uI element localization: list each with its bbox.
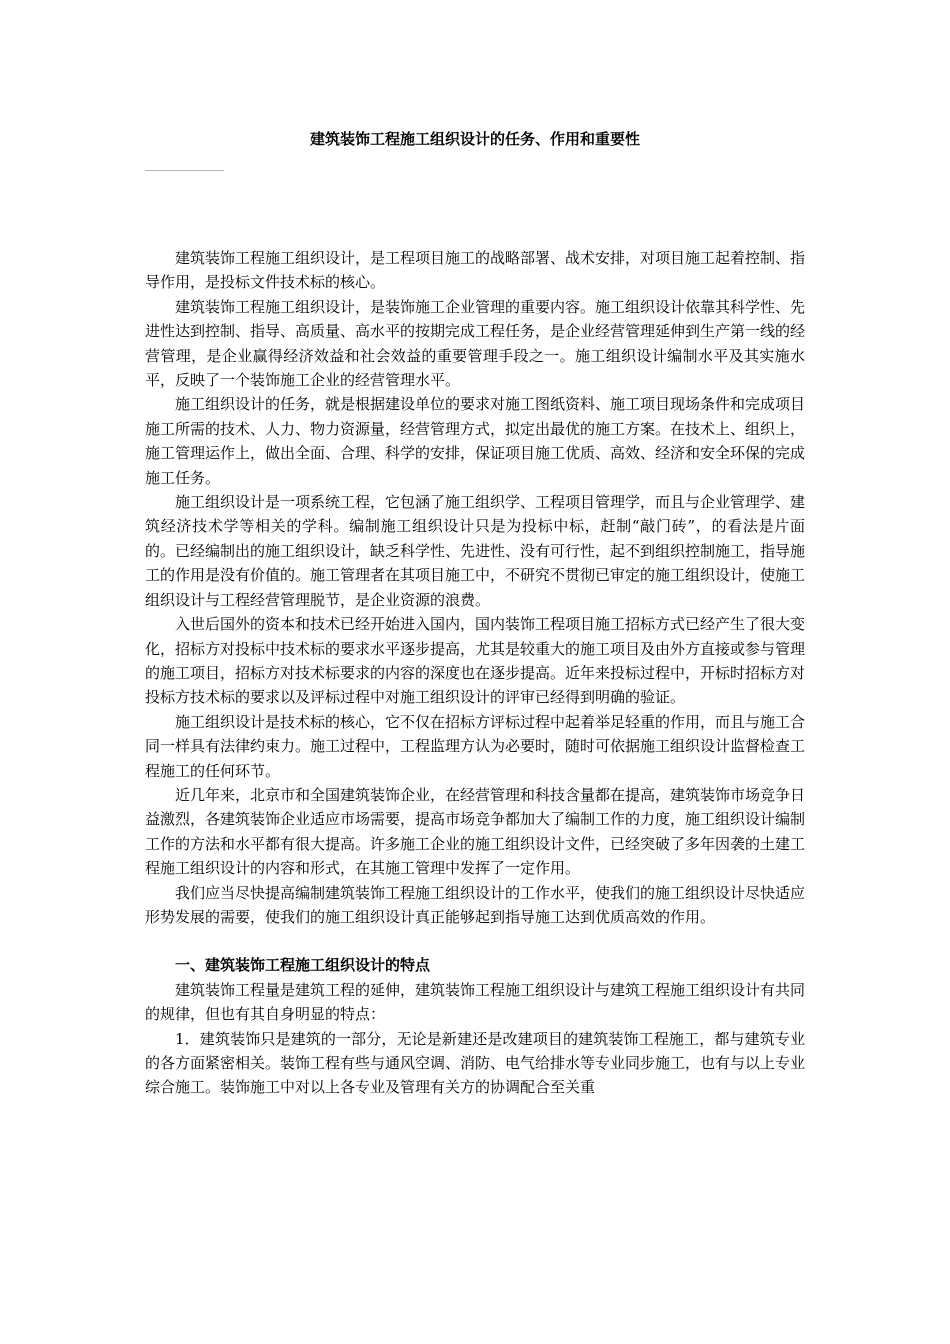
paragraph: 我们应当尽快提高编制建筑装饰工程施工组织设计的工作水平，使我们的施工组织设计尽快适应形势发展的需要，使我们的施工组织设计真正能够起到指导施工达到优质高效的作用。: [145, 883, 806, 926]
paragraph: 施工组织设计的任务，就是根据建设单位的要求对施工图纸资料、施工项目现场条件和完成项目施工所需的技术、人力、物力资源量，经营管理方式，拟定出最优的施工方案。在技术上、组织上，施工管理运作上，做出全面、合理、科学的安排，保证项目施工优质、高效、经济和安全环保的完成施工任务。: [145, 395, 806, 487]
section-paragraph: 1．建筑装饰只是建筑的一部分，无论是新建还是改建项目的建筑装饰工程施工，都与建筑专业的各方面紧密相关。装饰工程有些与通风空调、消防、电气给排水等专业同步施工，也有与以上专业综合施工。装饰施工中对以上各专业及管理有关方的协调配合至关重: [145, 1029, 806, 1097]
paragraph: 建筑装饰工程施工组织设计，是工程项目施工的战略部署、战术安排，对项目施工起着控制、指导作用，是投标文件技术标的核心。: [145, 249, 806, 292]
document-title: 建筑装饰工程施工组织设计的任务、作用和重要性: [309, 130, 640, 148]
section-paragraph: 建筑装饰工程量是建筑工程的延伸，建筑装饰工程施工组织设计与建筑工程施工组织设计有共同的规律，但也有其自身明显的特点：: [145, 980, 806, 1024]
paragraph: 近几年来，北京市和全国建筑装饰企业，在经营管理和科技含量都在提高，建筑装饰市场竞争日益激烈，各建筑装饰企业适应市场需要，提高市场竞争都加大了编制工作的力度，施工组织设计编制工作的方法和水平都有很大提高。许多施工企业的施工组织设计文件，已经突破了多年因袭的土建工程施工组织设计的内容和形式，在其施工管理中发挥了一定作用。: [145, 785, 806, 878]
paragraph: 施工组织设计是技术标的核心，它不仅在招标方评标过程中起着举足轻重的作用，而且与施工合同一样具有法律约束力。施工过程中，工程监理方认为必要时，随时可依据施工组织设计监督检查工程施工的任何环节。: [145, 712, 806, 780]
document-body: [145, 246, 805, 1100]
paragraph: 施工组织设计是一项系统工程，它包涵了施工组织学、工程项目管理学，而且与企业管理学、建筑经济技术学等相关的学科。编制施工组织设计只是为投标中标，赶制“敲门砖”，的看法是片面的。已经编制出的施工组织设计，缺乏科学性、先进性、没有可行性，起不到组织控制施工，指导施工的作用是没有价值的。施工管理者在其项目施工中，不研究不贯彻已审定的施工组织设计，使施工组织设计与工程经营管理脱节，是企业资源的浪费。: [145, 493, 806, 609]
section-heading: 一、建筑装饰工程施工组织设计的特点: [175, 956, 431, 975]
paragraph: 入世后国外的资本和技术已经开始进入国内，国内装饰工程项目施工招标方式已经产生了很大变化，招标方对投标中技术标的要求水平逐步提高，尤其是较重大的施工项目及由外方直接或参与管理的施工项目，招标方对技术标要求的内容的深度也在逐步提高。近年来投标过程中，开标时招标方对投标方技术标的要求以及评标过程中对施工组织设计的评审已经得到明确的验证。: [145, 615, 806, 707]
paragraph: 建筑装饰工程施工组织设计，是装饰施工企业管理的重要内容。施工组织设计依靠其科学性、先进性达到控制、指导、高质量、高水平的按期完成工程任务，是企业经营管理延伸到生产第一线的经营管理，是企业赢得经济效益和社会效益的重要管理手段之一。施工组织设计编制水平及其实施水平，反映了一个装饰施工企业的经营管理水平。: [145, 297, 806, 390]
title-divider: [145, 170, 224, 171]
